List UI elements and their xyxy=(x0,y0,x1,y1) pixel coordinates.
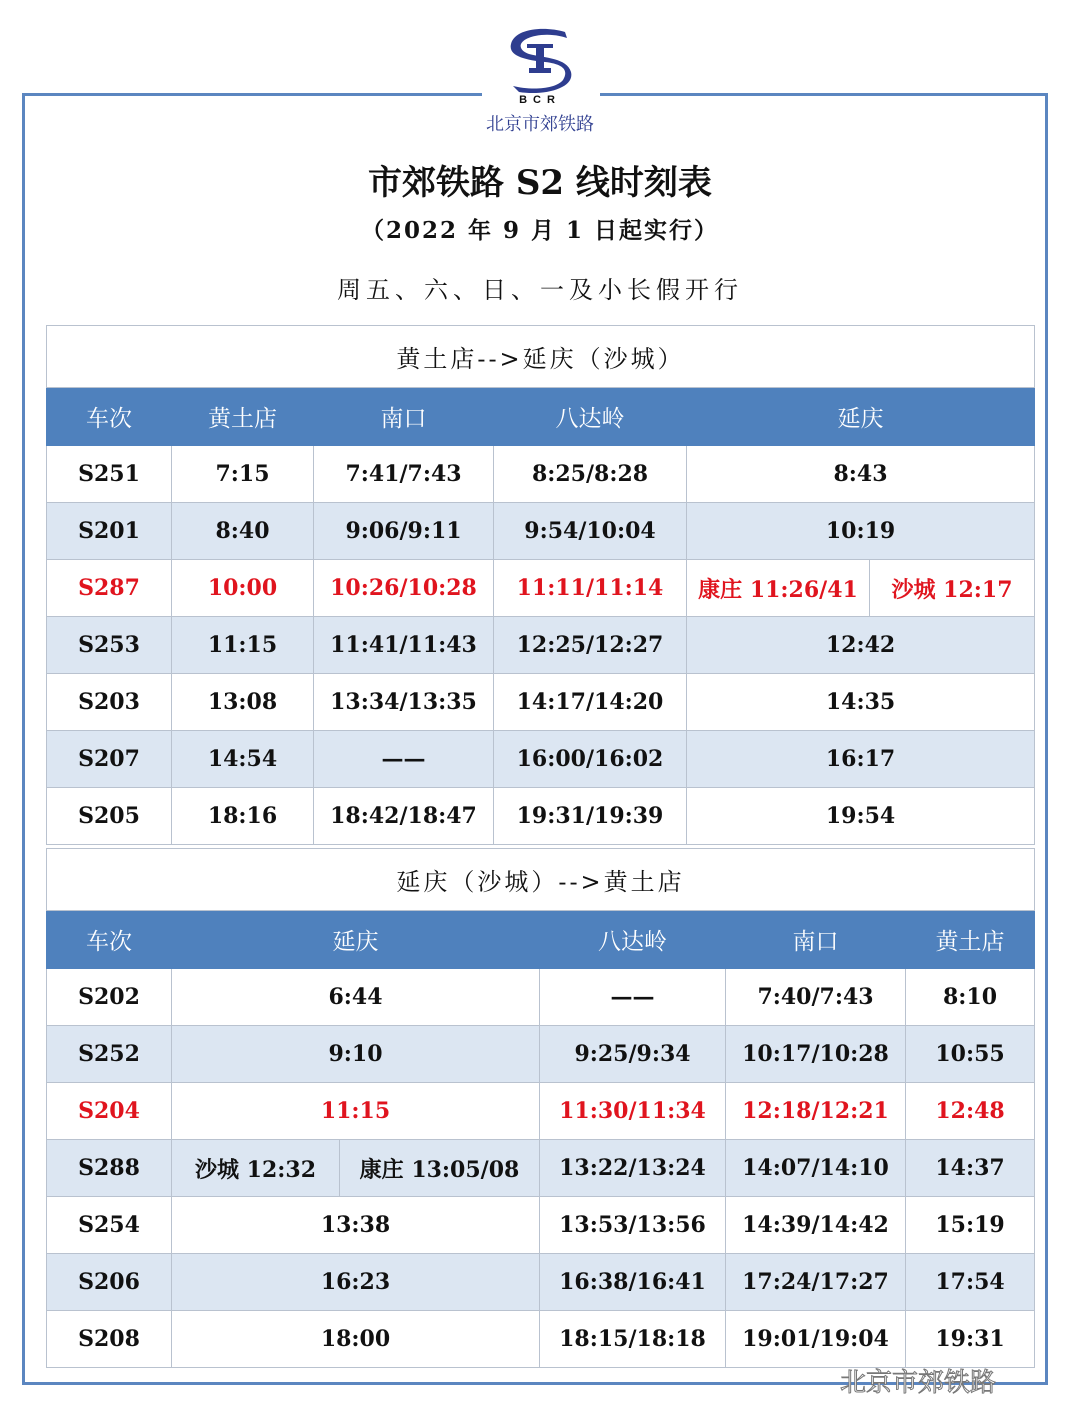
time-cell: 19:31 xyxy=(906,1311,1035,1368)
time-cell: 18:42/18:47 xyxy=(314,788,494,845)
time-cell: 16:17 xyxy=(687,731,1035,788)
header-row xyxy=(47,388,1035,446)
time-cell: —— xyxy=(314,731,494,788)
column-header: 延庆 xyxy=(172,911,540,969)
operating-days: 周五、六、日、一及小长假开行 xyxy=(337,276,743,304)
logo-name: 北京市郊铁路 xyxy=(486,114,594,135)
table-row xyxy=(47,503,1035,560)
time-cell: 康庄 13:05/08 xyxy=(340,1140,540,1197)
time-cell: 11:15 xyxy=(172,1083,540,1140)
table-row xyxy=(47,617,1035,674)
time-cell: 沙城 12:32 xyxy=(172,1140,340,1197)
column-header: 车次 xyxy=(47,388,172,446)
table-row xyxy=(47,674,1035,731)
table-caption-row xyxy=(47,326,1035,388)
time-cell: 8:25/8:28 xyxy=(494,446,687,503)
time-cell: 7:40/7:43 xyxy=(726,969,906,1026)
table-caption: 黄土店-->延庆（沙城） xyxy=(47,326,1035,388)
table-row xyxy=(47,560,1035,617)
time-cell: 17:24/17:27 xyxy=(726,1254,906,1311)
time-cell: 14:17/14:20 xyxy=(494,674,687,731)
table-row xyxy=(47,1311,1035,1368)
table-row xyxy=(47,1083,1035,1140)
time-cell: 10:00 xyxy=(172,560,314,617)
time-cell: 16:38/16:41 xyxy=(540,1254,726,1311)
column-header: 黄土店 xyxy=(906,911,1035,969)
train-number: S253 xyxy=(47,617,172,674)
watermark: 北京市郊铁路 xyxy=(840,1368,997,1398)
time-cell: 8:10 xyxy=(906,969,1035,1026)
time-cell: 10:19 xyxy=(687,503,1035,560)
train-number: S204 xyxy=(47,1083,172,1140)
time-cell: 10:17/10:28 xyxy=(726,1026,906,1083)
column-header: 车次 xyxy=(47,911,172,969)
time-cell: 9:10 xyxy=(172,1026,540,1083)
time-cell: 13:53/13:56 xyxy=(540,1197,726,1254)
time-cell: 16:23 xyxy=(172,1254,540,1311)
time-cell: 9:54/10:04 xyxy=(494,503,687,560)
logo-letters: BCR xyxy=(519,94,561,106)
time-cell: 17:54 xyxy=(906,1254,1035,1311)
time-cell: 7:15 xyxy=(172,446,314,503)
time-cell: 沙城 12:17 xyxy=(870,560,1035,617)
train-number: S205 xyxy=(47,788,172,845)
train-number: S254 xyxy=(47,1197,172,1254)
table-row xyxy=(47,1140,1035,1197)
time-cell: 10:55 xyxy=(906,1026,1035,1083)
time-cell: 康庄 11:26/41 xyxy=(687,560,870,617)
train-number: S287 xyxy=(47,560,172,617)
train-number: S251 xyxy=(47,446,172,503)
column-header: 南口 xyxy=(314,388,494,446)
time-cell: 14:54 xyxy=(172,731,314,788)
time-cell: 11:11/11:14 xyxy=(494,560,687,617)
time-cell: 18:16 xyxy=(172,788,314,845)
column-header: 黄土店 xyxy=(172,388,314,446)
effective-date: （2022 年 9 月 1 日起实行） xyxy=(360,217,720,244)
time-cell: 13:38 xyxy=(172,1197,540,1254)
table-row xyxy=(47,1197,1035,1254)
time-cell: 14:07/14:10 xyxy=(726,1140,906,1197)
time-cell: 19:31/19:39 xyxy=(494,788,687,845)
column-header: 八达岭 xyxy=(494,388,687,446)
time-cell: 13:34/13:35 xyxy=(314,674,494,731)
time-cell: —— xyxy=(540,969,726,1026)
time-cell: 12:42 xyxy=(687,617,1035,674)
table-row xyxy=(47,788,1035,845)
time-cell: 14:37 xyxy=(906,1140,1035,1197)
train-number: S201 xyxy=(47,503,172,560)
table-caption-row xyxy=(47,849,1035,911)
train-number: S207 xyxy=(47,731,172,788)
table-row xyxy=(47,1026,1035,1083)
time-cell: 13:22/13:24 xyxy=(540,1140,726,1197)
train-number: S208 xyxy=(47,1311,172,1368)
column-header: 南口 xyxy=(726,911,906,969)
time-cell: 7:41/7:43 xyxy=(314,446,494,503)
time-cell: 11:41/11:43 xyxy=(314,617,494,674)
time-cell: 6:44 xyxy=(172,969,540,1026)
time-cell: 14:35 xyxy=(687,674,1035,731)
page-title: 市郊铁路 S2 线时刻表 xyxy=(368,163,712,203)
time-cell: 16:00/16:02 xyxy=(494,731,687,788)
table-row xyxy=(47,446,1035,503)
time-cell: 11:30/11:34 xyxy=(540,1083,726,1140)
bcr-logo-icon xyxy=(505,26,575,94)
time-cell: 8:40 xyxy=(172,503,314,560)
time-cell: 19:01/19:04 xyxy=(726,1311,906,1368)
table-row xyxy=(47,731,1035,788)
time-cell: 11:15 xyxy=(172,617,314,674)
column-header: 延庆 xyxy=(687,388,1035,446)
time-cell: 9:06/9:11 xyxy=(314,503,494,560)
column-header: 八达岭 xyxy=(540,911,726,969)
table-row xyxy=(47,1254,1035,1311)
time-cell: 9:25/9:34 xyxy=(540,1026,726,1083)
time-cell: 12:18/12:21 xyxy=(726,1083,906,1140)
time-cell: 12:25/12:27 xyxy=(494,617,687,674)
train-number: S252 xyxy=(47,1026,172,1083)
time-cell: 18:00 xyxy=(172,1311,540,1368)
time-cell: 10:26/10:28 xyxy=(314,560,494,617)
table-row xyxy=(47,969,1035,1026)
time-cell: 15:19 xyxy=(906,1197,1035,1254)
inbound-table xyxy=(46,848,1035,1368)
time-cell: 19:54 xyxy=(687,788,1035,845)
train-number: S203 xyxy=(47,674,172,731)
time-cell: 8:43 xyxy=(687,446,1035,503)
time-cell: 14:39/14:42 xyxy=(726,1197,906,1254)
time-cell: 18:15/18:18 xyxy=(540,1311,726,1368)
table-caption: 延庆（沙城）-->黄土店 xyxy=(47,849,1035,911)
train-number: S206 xyxy=(47,1254,172,1311)
time-cell: 12:48 xyxy=(906,1083,1035,1140)
time-cell: 13:08 xyxy=(172,674,314,731)
train-number: S288 xyxy=(47,1140,172,1197)
train-number: S202 xyxy=(47,969,172,1026)
outbound-table xyxy=(46,325,1035,845)
header-row xyxy=(47,911,1035,969)
